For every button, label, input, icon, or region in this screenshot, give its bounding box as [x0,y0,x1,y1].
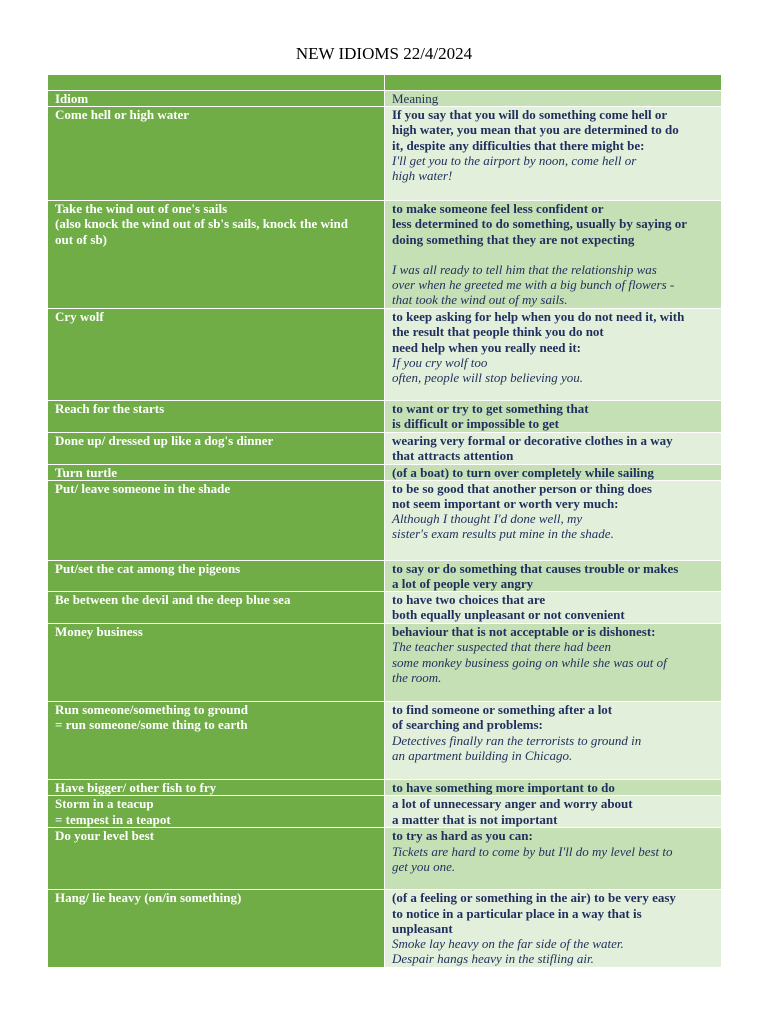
meaning-example: If you cry wolf too [392,354,488,370]
meaning-example: Detectives finally ran the terrorists to ground in [392,732,642,748]
meaning-definition: wearing very formal or decorative clothes in a way [392,432,673,448]
meaning-definition: of searching and problems: [392,717,543,733]
meaning-cell [385,780,722,796]
idiom-cell [48,401,385,432]
table-row [48,780,722,796]
meaning-cell [385,796,722,828]
table-row [48,201,722,309]
table-row [48,464,722,480]
table-header-row [48,91,722,107]
idiom-cell [48,702,385,780]
meaning-definition: to have two choices that are [392,592,546,608]
idiom-text: Cry wolf [55,309,104,325]
meaning-definition: to have something more important to do [392,780,615,796]
idiom-cell [48,624,385,702]
top-band-cell [385,75,722,91]
meaning-definition: to make someone feel less confident or [392,201,604,217]
meaning-definition: (of a feeling or something in the air) to be very easy [392,890,676,906]
idioms-table [47,74,722,968]
table-row [48,828,722,890]
meaning-example: that took the wind out of my sails. [392,292,568,308]
idiom-text: (also knock the wind out of sb's sails, knock the wind [55,216,348,232]
idiom-text: Put/set the cat among the pigeons [55,560,241,576]
meaning-cell [385,592,722,624]
meaning-example: Although I thought I'd done well, my [392,511,583,527]
meaning-example: get you one. [392,858,456,874]
meaning-example: I'll get you to the airport by noon, come hell or [392,152,637,168]
idiom-cell [48,201,385,309]
meaning-definition: both equally unpleasant or not convenient [392,607,625,623]
idiom-text: Put/ leave someone in the shade [55,480,231,496]
meaning-definition: need help when you really need it: [392,339,581,355]
idiom-text: Take the wind out of one's sails [55,201,228,217]
table-row [48,432,722,464]
meaning-example: over when he greeted me with a big bunch of flowers - [392,277,675,293]
meaning-definition: high water, you mean that you are determined to do [392,122,679,138]
table-row [48,796,722,828]
idiom-cell [48,592,385,624]
meaning-definition: is difficult or impossible to get [392,416,559,432]
meaning-definition: to notice in a particular place in a way that is [392,905,642,921]
meaning-definition: a lot of people very angry [392,576,534,592]
idiom-text: Do your level best [55,828,155,844]
page-title: NEW IDIOMS 22/4/2024 [295,44,473,63]
meaning-cell [385,201,722,309]
table-row [48,560,722,591]
meaning-cell [385,480,722,560]
table-top-band [48,75,722,91]
meaning-definition: a matter that is not important [392,811,558,827]
table-row [48,890,722,968]
meaning-cell [385,890,722,968]
table-row [48,401,722,432]
idiom-text: Come hell or high water [55,107,190,123]
idiom-text: Be between the devil and the deep blue sea [55,592,291,608]
meaning-cell [385,107,722,201]
meaning-definition: not seem important or worth very much: [392,496,619,512]
paragraph-gap [392,247,714,262]
meaning-example: sister's exam results put mine in the shade. [392,526,614,542]
meaning-example: some monkey business going on while she was out of [392,654,667,670]
meaning-definition: If you say that you will do something come hell or [392,107,668,123]
table-row [48,702,722,780]
meaning-definition: a lot of unnecessary anger and worry about [392,796,633,812]
meaning-definition: it, despite any difficulties that there might be: [392,137,645,153]
meaning-cell [385,432,722,464]
meaning-definition: to try as hard as you can: [392,828,533,844]
idiom-text: Have bigger/ other fish to fry [55,780,217,796]
idiom-cell [48,796,385,828]
idiom-cell [48,432,385,464]
meaning-definition: (of a boat) to turn over completely while sailing [392,464,654,480]
meaning-example: the room. [392,669,442,685]
meaning-definition: less determined to do something, usually by saying or [392,216,688,232]
idiom-text: Hang/ lie heavy (on/in something) [55,890,242,906]
table-row [48,624,722,702]
idiom-text: Run someone/something to ground [55,702,248,718]
idiom-text: Turn turtle [55,464,117,480]
meaning-definition: to find someone or something after a lot [392,702,613,718]
idiom-text: Reach for the starts [55,401,165,417]
meaning-definition: to keep asking for help when you do not need it, with [392,309,685,325]
meaning-definition: behaviour that is not acceptable or is dishonest: [392,624,656,640]
idiom-cell [48,780,385,796]
meaning-cell [385,624,722,702]
meaning-example: The teacher suspected that there had been [392,639,612,655]
idiom-cell [48,890,385,968]
idiom-text: out of sb) [55,231,108,247]
idiom-column-header: Idiom [48,91,385,107]
meaning-cell [385,828,722,890]
meaning-example: an apartment building in Chicago. [392,747,573,763]
idiom-cell [48,828,385,890]
table-row [48,107,722,201]
table-row [48,309,722,401]
meaning-cell [385,560,722,591]
meaning-column-header: Meaning [385,91,722,107]
table-row [48,592,722,624]
meaning-definition: to say or do something that causes trouble or makes [392,560,679,576]
idiom-text: Done up/ dressed up like a dog's dinner [55,432,274,448]
top-band-cell [48,75,385,91]
meaning-example: high water! [392,168,453,184]
table-row [48,480,722,560]
idiom-text: Storm in a teacup [55,796,154,812]
meaning-cell [385,309,722,401]
idiom-text: Money business [55,624,143,640]
meaning-cell [385,401,722,432]
idiom-cell [48,107,385,201]
meaning-definition: that attracts attention [392,447,514,463]
meaning-example: Despair hangs heavy in the stifling air. [392,951,594,967]
meaning-definition: to be so good that another person or thing does [392,480,652,496]
idiom-text: = tempest in a teapot [55,811,171,827]
meaning-example: often, people will stop believing you. [392,370,583,386]
idiom-text: = run someone/some thing to earth [55,717,248,733]
idiom-cell [48,560,385,591]
meaning-cell [385,702,722,780]
idiom-cell [48,464,385,480]
meaning-definition: doing something that they are not expecting [392,231,635,247]
meaning-definition: the result that people think you do not [392,324,604,340]
idiom-cell [48,309,385,401]
meaning-example: Smoke lay heavy on the far side of the water. [392,936,624,952]
meaning-example: Tickets are hard to come by but I'll do my level best to [392,843,673,859]
meaning-definition: unpleasant [392,920,453,936]
meaning-example: I was all ready to tell him that the relationship was [392,261,657,277]
idiom-cell [48,480,385,560]
meaning-cell [385,464,722,480]
meaning-definition: to want or try to get something that [392,401,589,417]
